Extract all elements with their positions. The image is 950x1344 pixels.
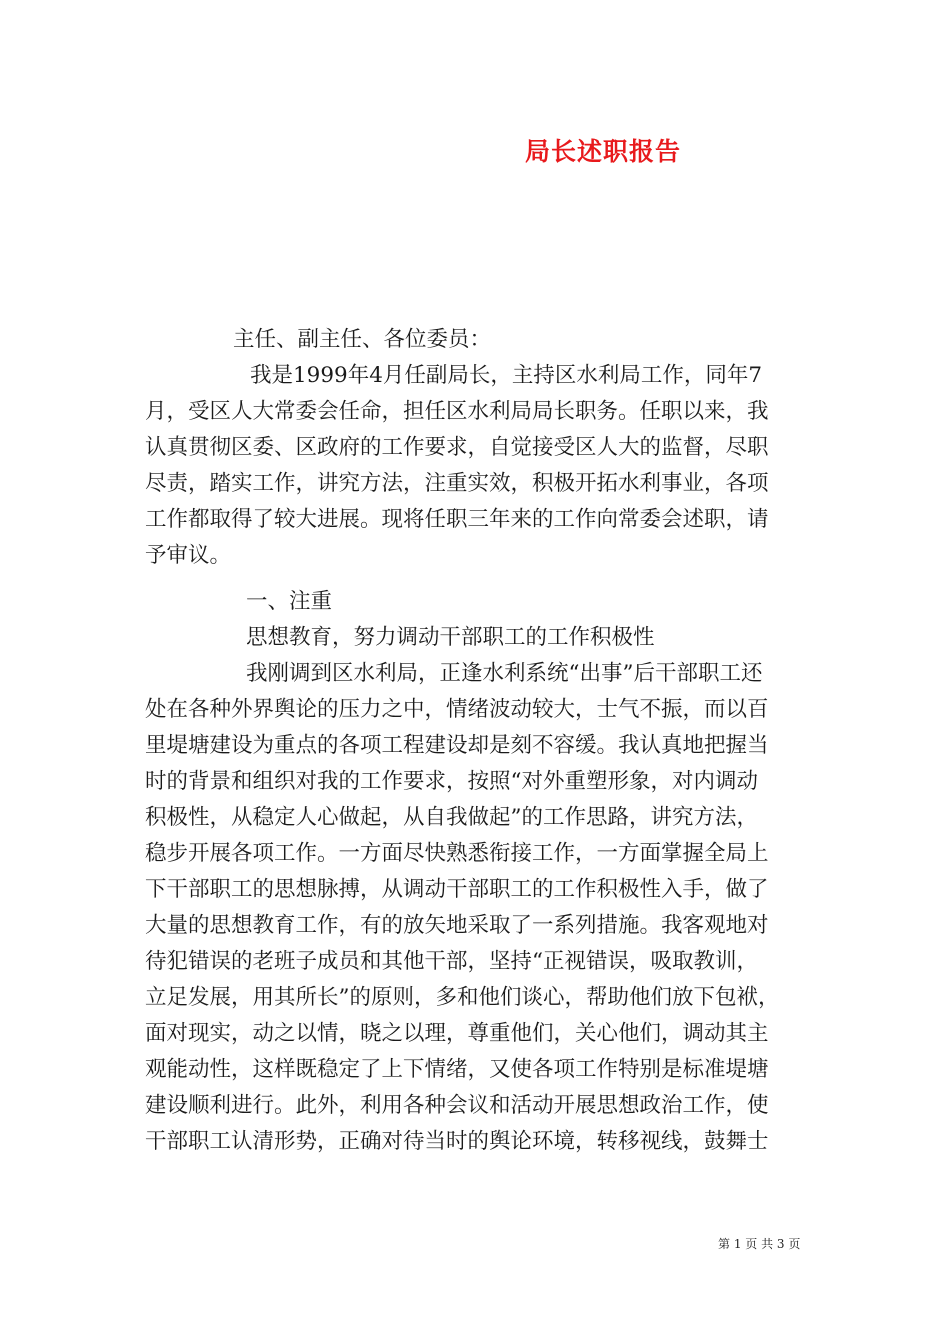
paragraph-line: 月，受区人大常委会任命，担任区水利局局长职务。任职以来，我: [145, 399, 769, 424]
paragraph-line: 尽责，踏实工作，讲究方法，注重实效，积极开拓水利事业，各项: [145, 471, 769, 496]
paragraph-line: 里堤塘建设为重点的各项工程建设却是刻不容缓。我认真地把握当: [145, 733, 769, 758]
paragraph-line: 处在各种外界舆论的压力之中，情绪波动较大，士气不振，而以百: [145, 697, 769, 722]
paragraph-line: 积极性，从稳定人心做起，从自我做起”的工作思路，讲究方法，: [145, 805, 758, 830]
paragraph-line: 观能动性，这样既稳定了上下情绪，又使各项工作特别是标准堤塘: [145, 1057, 769, 1082]
paragraph-line: 我刚调到区水利局，正逢水利系统“出事”后干部职工还: [246, 661, 763, 686]
paragraph-line: 大量的思想教育工作，有的放矢地采取了一系列措施。我客观地对: [145, 913, 769, 938]
paragraph-line: 建设顺利进行。此外，利用各种会议和活动开展思想政治工作，使: [145, 1093, 769, 1118]
paragraph-line: 认真贯彻区委、区政府的工作要求，自觉接受区人大的监督，尽职: [145, 435, 769, 460]
paragraph-line: 工作都取得了较大进展。现将任职三年来的工作向常委会述职，请: [145, 507, 769, 532]
page-footer: 第 1 页 共 3 页: [718, 1237, 801, 1251]
paragraph-line: 下干部职工的思想脉搏，从调动干部职工的工作积极性入手，做了: [145, 877, 769, 902]
section-heading: 思想教育，努力调动干部职工的工作积极性: [246, 625, 655, 650]
paragraph-line: 稳步开展各项工作。一方面尽快熟悉衔接工作，一方面掌握全局上: [145, 841, 769, 866]
paragraph-line: 予审议。: [145, 543, 232, 568]
paragraph-line: 我是1999年4月任副局长，主持区水利局工作，同年7: [250, 363, 763, 388]
paragraph-line: 面对现实，动之以情，晓之以理，尊重他们，关心他们，调动其主: [145, 1021, 769, 1046]
section-heading: 一、注重: [246, 589, 333, 614]
paragraph-line: 干部职工认清形势，正确对待当时的舆论环境，转移视线，鼓舞士: [145, 1129, 769, 1154]
paragraph-line: 立足发展，用其所长”的原则，多和他们谈心，帮助他们放下包袱，: [145, 985, 780, 1010]
salutation: 主任、副主任、各位委员：: [233, 327, 492, 352]
paragraph-line: 时的背景和组织对我的工作要求，按照“对外重塑形象，对内调动: [145, 769, 758, 794]
document-title: 局长述职报告: [525, 137, 682, 166]
paragraph-line: 待犯错误的老班子成员和其他干部，坚持“正视错误，吸取教训，: [145, 949, 758, 974]
